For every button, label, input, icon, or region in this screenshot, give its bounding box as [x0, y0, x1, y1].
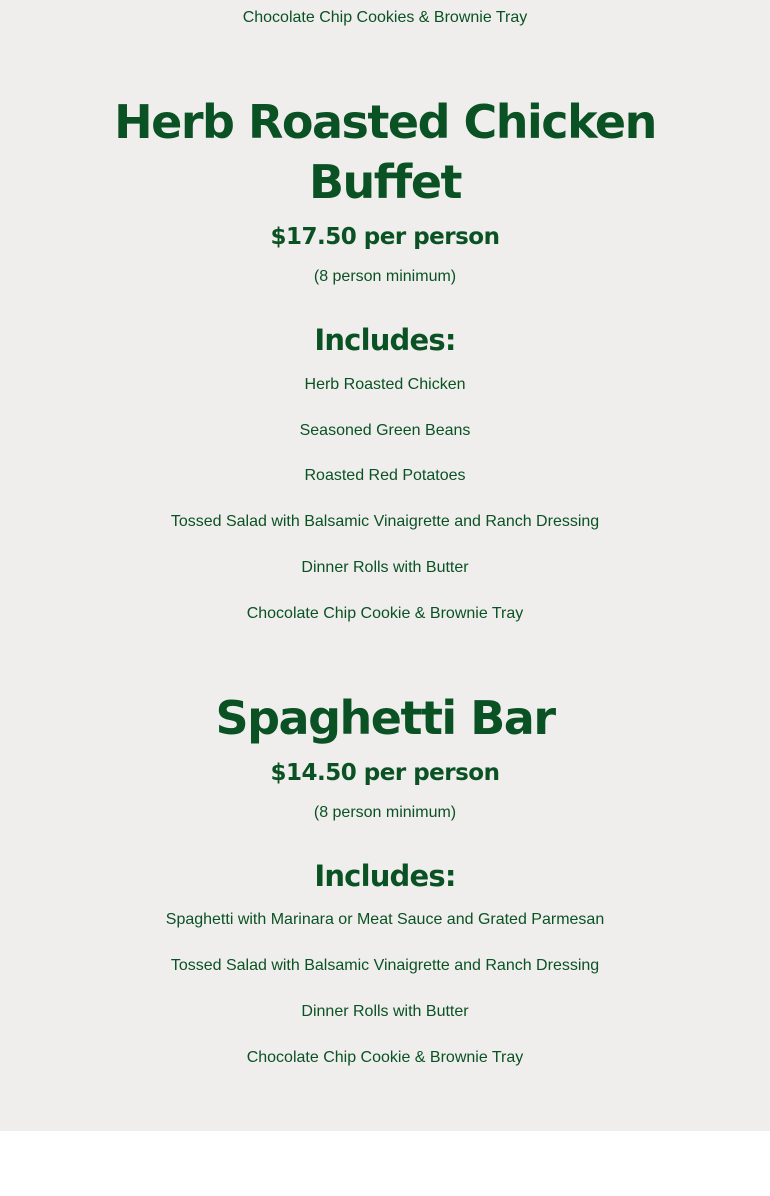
- herb-chicken-item: Chocolate Chip Cookie & Brownie Tray: [246, 605, 524, 622]
- spaghetti-bar-item: Spaghetti with Marinara or Meat Sauce and Grated Parmesan: [165, 911, 605, 928]
- page-footer-area: [0, 1131, 770, 1196]
- spaghetti-bar-includes-heading: Includes:: [314, 859, 456, 893]
- herb-chicken-item: Dinner Rolls with Butter: [301, 559, 469, 576]
- herb-chicken-includes-heading: Includes:: [314, 323, 456, 357]
- herb-chicken-item: Seasoned Green Beans: [299, 422, 471, 439]
- herb-chicken-minimum: (8 person minimum): [313, 268, 457, 285]
- herb-chicken-title-line2: Buffet: [308, 155, 462, 209]
- herb-chicken-item: Herb Roasted Chicken: [304, 376, 466, 393]
- herb-chicken-item: Tossed Salad with Balsamic Vinaigrette and Ranch Dressing: [170, 513, 600, 530]
- spaghetti-bar-minimum: (8 person minimum): [313, 804, 457, 821]
- spaghetti-bar-item: Chocolate Chip Cookie & Brownie Tray: [246, 1049, 524, 1066]
- previous-menu-item: Chocolate Chip Cookies & Brownie Tray: [242, 9, 528, 26]
- spaghetti-bar-price: $14.50 per person: [270, 760, 500, 786]
- spaghetti-bar-title: Spaghetti Bar: [215, 691, 555, 745]
- herb-chicken-price: $17.50 per person: [270, 224, 500, 250]
- spaghetti-bar-item: Dinner Rolls with Butter: [301, 1003, 469, 1020]
- herb-chicken-item: Roasted Red Potatoes: [304, 467, 466, 484]
- herb-chicken-title-line1: Herb Roasted Chicken: [114, 95, 656, 149]
- spaghetti-bar-item: Tossed Salad with Balsamic Vinaigrette and Ranch Dressing: [170, 957, 600, 974]
